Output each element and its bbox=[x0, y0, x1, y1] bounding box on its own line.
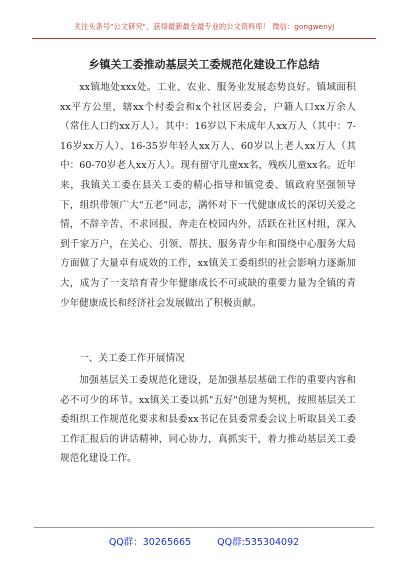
footer-divider bbox=[34, 527, 374, 528]
section-heading-block bbox=[60, 349, 356, 369]
body-paragraph-2-block bbox=[60, 371, 356, 469]
header-banner: 关注头条号"公文研究"，获得最新最全最专业的公文资料库！ 微信：gongwenyj bbox=[73, 22, 335, 31]
footer-qq-group-2: QQ群:535304092 bbox=[217, 537, 300, 548]
section-heading-1: 一、关工委工作开展情况 bbox=[79, 353, 185, 364]
body-paragraph-2: 加强基层关工委规范化建设，是加强基层基础工作的重要内容和必不可少的环节。xx镇关工委以抓"五好"创建为契机，按照基层关工委组织工作规范化要求和县委xx书记在县委常委会议上听取县关工委工作汇报后的讲话精神，同心协力，真抓实干，着力推动基层关工委规范化建设工作。 bbox=[60, 375, 356, 465]
footer bbox=[0, 534, 408, 548]
footer-qq-group-1: QQ群：30265665 bbox=[108, 537, 192, 548]
body-paragraph-1: xx镇地处xxx处。工业、农业、服务业发展态势良好。镇域面积xx平方公里，辖xx个村委会和x个社区居委会，户籍人口xx万余人（常住人口约xx万人）。其中：16岁以下未成年人xx万人（其中：7-16岁xx万人）、16-35岁年轻人xx万人、60岁以上老人xx万人（其中：60-70岁老人xx万人）。现有留守儿童xx名，残疾儿童xx名。近年来，我镇关工委在县关工委的精心指导和镇党委、镇政府坚强领导下，组织带领广大"五老"同志，满怀对下一代健康成长的深切关爱之情，不辞辛苦、不求回报，奔走在校园内外，活跃在社区村组，深入到千家万户，在关心、引领、帮扶、服务青少年和围绕中心服务大局方面做了大量卓有成效的工作，xx镇关工委组织的社会影响力逐渐加大，成为了一支培育青少年健康成长不可或缺的重要力量为全镇的青少年健康成长和经济社会发展做出了积极贡献。 bbox=[60, 82, 356, 309]
document-title: 乡镇关工委推动基层关工委规范化建设工作总结 bbox=[88, 58, 320, 71]
header-divider bbox=[32, 38, 376, 39]
body-paragraph-1-block bbox=[60, 78, 356, 313]
